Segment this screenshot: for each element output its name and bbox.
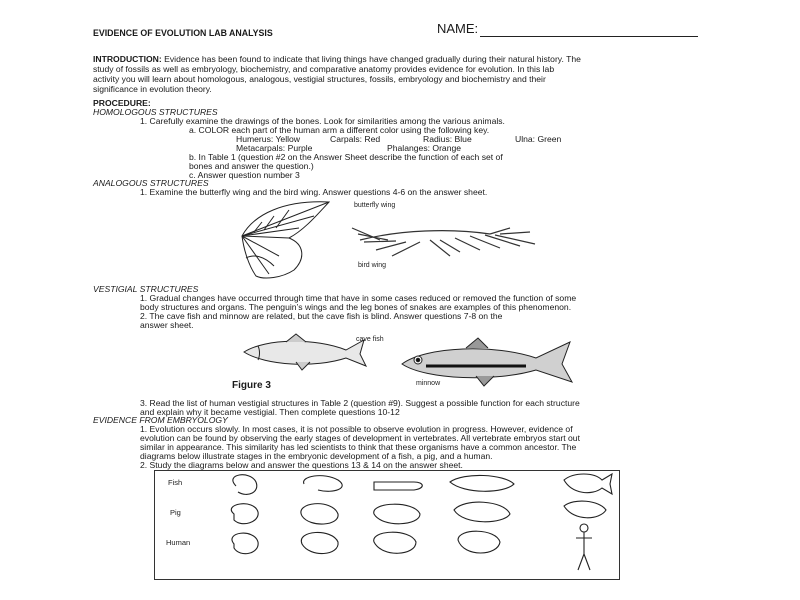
fish-embryo-stage-1 bbox=[233, 475, 257, 495]
homologous-heading: HOMOLOGOUS STRUCTURES bbox=[93, 107, 218, 117]
pig-embryo-stage-2 bbox=[301, 504, 338, 524]
human-embryo-stage-2 bbox=[301, 532, 338, 553]
analogous-step-1: 1. Examine the butterfly wing and the bird wing. Answer questions 4-6 on the answer sheet. bbox=[140, 187, 488, 197]
cave-fish-label: cave fish bbox=[356, 336, 384, 343]
embryology-step-2: 2. Study the diagrams below and answer the questions 13 & 14 on the answer sheet. bbox=[140, 460, 463, 470]
color-key-ulna: Ulna: Green bbox=[515, 134, 562, 144]
intro-text-1: Evidence has been found to indicate that living things have changed gradually during their natural history. The bbox=[164, 54, 581, 64]
procedure-heading: PROCEDURE: bbox=[93, 98, 151, 108]
name-label: NAME: bbox=[437, 21, 479, 36]
row-label-fish: Fish bbox=[168, 478, 183, 487]
worksheet-title: EVIDENCE OF EVOLUTION LAB ANALYSIS bbox=[93, 28, 273, 38]
fish-embryo-stage-2 bbox=[304, 476, 343, 492]
cave-fish-illustration bbox=[236, 332, 371, 374]
human-adult-figure bbox=[576, 524, 592, 570]
intro-line-3: activity you will learn about homologous, analogous, vestigial structures, fossils, embryology and biochemistry and their bbox=[93, 74, 546, 84]
human-embryo-stage-3 bbox=[374, 532, 416, 553]
name-blank-line bbox=[480, 36, 698, 37]
butterfly-wing-illustration bbox=[234, 196, 344, 286]
color-key-radius: Radius: Blue bbox=[423, 134, 472, 144]
embryology-step-1-line-1: 1. Evolution occurs slowly. In most cases, it is not possible to observe evolution in progress. However, evidence of bbox=[140, 424, 573, 434]
vestigial-step-3-line-1: 3. Read the list of human vestigial structures in Table 2 (question #9). Suggest a possible function for each structure bbox=[140, 398, 580, 408]
human-embryo-stage-4 bbox=[458, 531, 500, 553]
pig-embryo-stage-3 bbox=[374, 504, 420, 524]
vestigial-step-3-line-2: and explain why it became vestigial. Then complete questions 10-12 bbox=[140, 407, 400, 417]
pig-embryo-stage-4 bbox=[454, 502, 510, 522]
row-label-human: Human bbox=[166, 538, 191, 547]
bird-wing-label: bird wing bbox=[358, 262, 387, 269]
embryo-stage-drawings bbox=[214, 470, 618, 578]
pig-embryo-stage-1 bbox=[231, 504, 258, 524]
bird-wing-illustration bbox=[340, 210, 545, 268]
intro-line-1 bbox=[93, 54, 581, 64]
color-key-carpals: Carpals: Red bbox=[330, 134, 381, 144]
human-embryo-stage-1 bbox=[232, 533, 258, 554]
vestigial-step-1-line-2: body structures and organs. The penguin’s wings and the leg bones of snakes are examples of this phenomenon. bbox=[140, 302, 572, 312]
row-label-pig: Pig bbox=[170, 508, 181, 517]
pig-embryo-stage-5 bbox=[564, 501, 606, 518]
intro-line-4: significance in evolution theory. bbox=[93, 84, 212, 94]
embryology-step-1-line-3: similar in appearance. This similarity has led scientists to think that these organisms have a common ancestor. The bbox=[140, 442, 577, 452]
fish-embryo-stage-4 bbox=[450, 475, 514, 491]
homologous-step-1a: a. COLOR each part of the human arm a different color using the following key. bbox=[189, 125, 490, 135]
embryology-step-1-line-4: diagrams below illustrate stages in the embryonic development of a fish, a pig, and a human. bbox=[140, 451, 493, 461]
fish-embryo-stage-3 bbox=[374, 482, 422, 490]
intro-label: INTRODUCTION: bbox=[93, 54, 162, 64]
color-key-phalanges: Phalanges: Orange bbox=[387, 143, 462, 153]
embryology-heading: EVIDENCE FROM EMBRYOLOGY bbox=[93, 415, 228, 425]
color-key-metacarpals: Metacarpals: Purple bbox=[236, 143, 313, 153]
homologous-step-1: 1. Carefully examine the drawings of the bones. Look for similarities among the various animals. bbox=[140, 116, 505, 126]
vestigial-step-2-line-2: answer sheet. bbox=[140, 320, 194, 330]
embryology-step-1-line-2: evolution can be found by observing the early stages of development in vertebrates. All vertebrate embryos start out bbox=[140, 433, 580, 443]
color-key-humerus: Humerus: Yellow bbox=[236, 134, 301, 144]
minnow-label: minnow bbox=[416, 380, 441, 387]
vestigial-step-1-line-1: 1. Gradual changes have occurred through time that have in some cases reduced or removed the function of some bbox=[140, 293, 577, 303]
homologous-step-1b-line-1: b. In Table 1 (question #2 on the Answer Sheet describe the function of each set of bbox=[189, 152, 503, 162]
figure-3-caption: Figure 3 bbox=[232, 380, 271, 391]
fish-embryo-stage-5 bbox=[564, 474, 612, 494]
vestigial-step-2-line-1: 2. The cave fish and minnow are related, but the cave fish is blind. Answer questions 7-8 on the bbox=[140, 311, 503, 321]
butterfly-wing-label: butterfly wing bbox=[354, 202, 396, 209]
homologous-step-1c: c. Answer question number 3 bbox=[189, 170, 300, 180]
analogous-heading: ANALOGOUS STRUCTURES bbox=[93, 178, 209, 188]
vestigial-heading: VESTIGIAL STRUCTURES bbox=[93, 284, 199, 294]
homologous-step-1b-line-2: bones and answer the question.) bbox=[189, 161, 314, 171]
intro-line-2: study of fossils as well as embryology, biochemistry, and comparative anatomy provides evidence for evolution. In this lab bbox=[93, 64, 555, 74]
